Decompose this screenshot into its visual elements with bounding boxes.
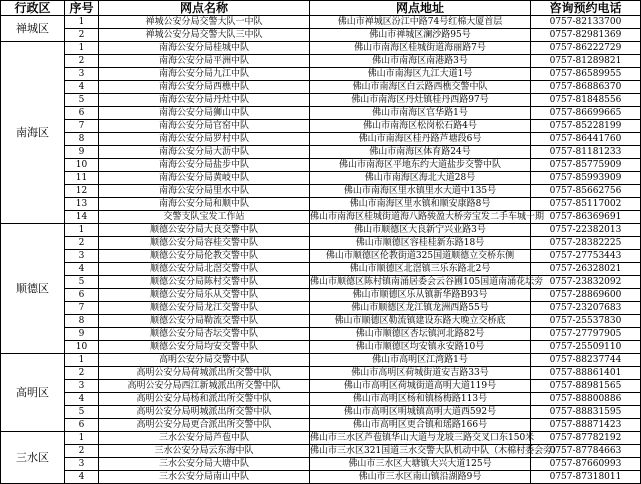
address-cell: 佛山市顺德区容桂桂新东路18号 — [310, 237, 531, 250]
table-row — [1, 393, 641, 406]
address-cell: 佛山市高明区荷城街道高明大道119号 — [310, 380, 531, 393]
index-cell: 2 — [65, 445, 99, 458]
name-cell: 南海公安分局九江中队 — [99, 68, 310, 81]
table-row — [1, 198, 641, 211]
table-row — [1, 367, 641, 380]
address-cell: 佛山市南海区九江大道1号 — [310, 68, 531, 81]
address-cell: 佛山市南海区白云路西樵交警中队 — [310, 81, 531, 94]
name-cell: 顺德公安分局均安交警中队 — [99, 341, 310, 354]
index-cell: 5 — [65, 406, 99, 419]
phone-cell: 0757-23832092 — [531, 276, 641, 289]
index-cell: 9 — [65, 146, 99, 159]
address-cell: 佛山市三水区芦苞镇华山大道与龙坡三路交叉口东150米 — [310, 433, 535, 443]
index-cell: 8 — [65, 315, 99, 328]
phone-cell: 0757-86222729 — [531, 42, 641, 55]
name-cell: 三水公安分局云东海中队 — [99, 445, 310, 458]
table-row — [1, 55, 641, 68]
table-row — [1, 380, 641, 393]
address-cell: 佛山市顺德区大良新宁兴业路3号 — [310, 224, 531, 237]
phone-cell: 0757-82133700 — [531, 16, 641, 29]
address-cell: 佛山市南海区官华路1号 — [310, 107, 531, 120]
table-row — [1, 276, 641, 289]
phone-cell: 0757-88981565 — [531, 380, 641, 393]
index-cell: 7 — [65, 302, 99, 315]
phone-cell: 0757-22382013 — [531, 224, 641, 237]
table-row — [1, 432, 641, 445]
phone-cell: 0757-82981369 — [531, 29, 641, 42]
table-row — [1, 445, 641, 458]
address-cell: 佛山市南海区丹灶镇桂丹西路97号 — [310, 94, 531, 107]
table-row — [1, 68, 641, 81]
header-address: 网点地址 — [310, 1, 531, 16]
table-row — [1, 237, 641, 250]
phone-cell: 0757-23207683 — [531, 302, 641, 315]
index-cell: 6 — [65, 289, 99, 302]
header-index: 序号 — [65, 1, 99, 16]
name-cell: 南海公安分局里水中队 — [99, 185, 310, 198]
address-cell: 佛山市南海区里水镇和顺安康路8号 — [310, 198, 531, 211]
phone-cell: 0757-81181233 — [531, 146, 641, 159]
name-cell: 南海公安分局官窑中队 — [99, 120, 310, 133]
index-cell: 4 — [65, 263, 99, 276]
address-cell: 佛山市南海区南港路3号 — [310, 55, 531, 68]
district-cell: 三水区 — [1, 432, 65, 484]
phone-cell: 0757-86886370 — [531, 81, 641, 94]
address-cell: 佛山市南海区体育路24号 — [310, 146, 531, 159]
table-row — [1, 250, 641, 263]
name-cell: 南海公安分局狮山中队 — [99, 107, 310, 120]
address-cell: 佛山市三水区南山镇沿湖路9号 — [310, 471, 531, 484]
name-cell: 三水公安分局芦苞中队 — [99, 432, 310, 445]
phone-cell: 0757-88871423 — [531, 419, 641, 432]
phone-cell: 0757-28869600 — [531, 289, 641, 302]
address-cell: 佛山市顺德区乐从镇新华路B93号 — [310, 289, 531, 302]
district-cell: 顺德区 — [1, 224, 65, 354]
address-cell: 佛山市高明区明城镇高明大道西592号 — [310, 406, 531, 419]
index-cell: 4 — [65, 471, 99, 484]
phone-cell: 0757-85993909 — [531, 172, 641, 185]
phone-cell: 0757-87784663 — [531, 445, 641, 458]
index-cell: 9 — [65, 328, 99, 341]
name-cell: 三水公安分局大塘中队 — [99, 458, 310, 471]
index-cell: 8 — [65, 133, 99, 146]
index-cell: 14 — [65, 211, 99, 224]
district-cell: 南海区 — [1, 42, 65, 224]
index-cell: 11 — [65, 172, 99, 185]
phone-cell: 0757-87660993 — [531, 458, 641, 471]
address-cell: 佛山市顺德区龙江镇龙洲西路55号 — [310, 302, 531, 315]
index-cell: 4 — [65, 81, 99, 94]
table-row — [1, 81, 641, 94]
address-cell: 佛山市三水区321国道三水交警大队机动中队（木棉村委会旁） — [310, 446, 562, 456]
header-row — [1, 1, 641, 16]
phone-cell: 0757-86369691 — [531, 211, 641, 224]
phone-cell: 0757-87318011 — [531, 471, 641, 484]
index-cell: 2 — [65, 367, 99, 380]
index-cell: 1 — [65, 432, 99, 445]
index-cell: 1 — [65, 16, 99, 29]
table-row — [1, 458, 641, 471]
table-row — [1, 120, 641, 133]
index-cell: 2 — [65, 237, 99, 250]
phone-cell: 0757-27753443 — [531, 250, 641, 263]
phone-cell: 0757-88861401 — [531, 367, 641, 380]
phone-cell: 0757-88800886 — [531, 393, 641, 406]
header-district: 行政区 — [1, 1, 65, 16]
address-cell: 佛山市高明区荷城街道安吉路33号 — [310, 367, 531, 380]
phone-cell: 0757-88831595 — [531, 406, 641, 419]
address-cell: 佛山市顺德区勒流镇建设东路大晚立交桥底 — [310, 315, 531, 328]
phone-cell: 0757-86589955 — [531, 68, 641, 81]
name-cell: 南海公安分局和顺中队 — [99, 198, 310, 211]
phone-cell: 0757-86441760 — [531, 133, 641, 146]
address-cell: 佛山市高明区江湾路1号 — [310, 354, 531, 367]
name-cell: 南海公安分局桂城中队 — [99, 42, 310, 55]
index-cell: 12 — [65, 185, 99, 198]
phone-cell: 0757-86699665 — [531, 107, 641, 120]
table-row — [1, 42, 641, 55]
table-row — [1, 341, 641, 354]
table-row — [1, 29, 641, 42]
name-cell: 顺德公安分局勒流交警中队 — [99, 315, 310, 328]
name-cell: 南海公安分局大沥中队 — [99, 146, 310, 159]
phone-cell: 0757-26328021 — [531, 263, 641, 276]
index-cell: 3 — [65, 68, 99, 81]
name-cell: 顺德公安分局容桂交警中队 — [99, 237, 310, 250]
name-cell: 南海公安分局丹灶中队 — [99, 94, 310, 107]
name-cell: 高明公安分局西江新城派出所交警中队 — [99, 380, 310, 393]
index-cell: 3 — [65, 250, 99, 263]
name-cell: 顺德公安分局大良交警中队 — [99, 224, 310, 237]
table-row — [1, 16, 641, 29]
table-row — [1, 406, 641, 419]
table-row — [1, 185, 641, 198]
address-cell: 佛山市顺德区陈村镇南涌居委会云谷圃105国道南涌花坛旁 — [310, 277, 544, 287]
index-cell: 3 — [65, 380, 99, 393]
name-cell: 南海公安分局黄岐中队 — [99, 172, 310, 185]
name-cell: 交警支队宝发工作站 — [99, 211, 310, 224]
name-cell: 顺德公安分局北滘交警中队 — [99, 263, 310, 276]
name-cell: 高明公安分局明城派出所交警中队 — [99, 406, 310, 419]
index-cell: 10 — [65, 341, 99, 354]
phone-cell: 0757-25537830 — [531, 315, 641, 328]
phone-cell: 0757-85117002 — [531, 198, 641, 211]
name-cell: 禅城公安分局交警大队一中队 — [99, 16, 310, 29]
phone-cell: 0757-85228199 — [531, 120, 641, 133]
index-cell: 5 — [65, 276, 99, 289]
address-cell: 佛山市南海区桂城街道海八路骏盈大桥旁宝发二手车城一期 — [310, 212, 545, 222]
index-cell: 6 — [65, 419, 99, 432]
table-body — [1, 16, 641, 484]
address-cell: 佛山市南海区海北大道28号 — [310, 172, 531, 185]
header-phone: 咨询预约电话 — [531, 1, 641, 16]
table-row — [1, 133, 641, 146]
table-row — [1, 289, 641, 302]
name-cell: 顺德公安分局杏坛交警中队 — [99, 328, 310, 341]
name-cell: 高明公安分局更合派出所交警中队 — [99, 419, 310, 432]
phone-cell: 0757-81848556 — [531, 94, 641, 107]
table-row — [1, 107, 641, 120]
index-cell: 7 — [65, 120, 99, 133]
name-cell: 高明公安分局交警中队 — [99, 354, 310, 367]
table-row — [1, 224, 641, 237]
table-row — [1, 354, 641, 367]
index-cell: 5 — [65, 94, 99, 107]
phone-cell: 0757-28382225 — [531, 237, 641, 250]
address-cell: 佛山市南海区松岗松石路4号 — [310, 120, 531, 133]
index-cell: 3 — [65, 458, 99, 471]
table-row — [1, 328, 641, 341]
name-cell: 顺德公安分局龙江交警中队 — [99, 302, 310, 315]
table-row — [1, 172, 641, 185]
table-row — [1, 159, 641, 172]
address-cell: 佛山市南海区平地东约大道盐步交警中队 — [310, 159, 531, 172]
name-cell: 南海公安分局盐步中队 — [99, 159, 310, 172]
name-cell: 高明公安分局杨和派出所交警中队 — [99, 393, 310, 406]
address-cell: 佛山市南海区里水镇里水大道中135号 — [310, 185, 531, 198]
phone-cell: 0757-81289821 — [531, 55, 641, 68]
name-cell: 三水公安分局南山中队 — [99, 471, 310, 484]
phone-cell: 0757-27797905 — [531, 328, 641, 341]
index-cell: 2 — [65, 29, 99, 42]
phone-cell: 0757-85662756 — [531, 185, 641, 198]
address-cell: 佛山市顺德区伦教街道325国道顺德立交桥东侧 — [310, 250, 531, 263]
index-cell: 2 — [65, 55, 99, 68]
phone-cell: 0757-87782192 — [531, 432, 641, 445]
address-cell: 佛山市禅城区澜沙路95号 — [310, 29, 531, 42]
table-row — [1, 315, 641, 328]
table-row — [1, 263, 641, 276]
index-cell: 1 — [65, 354, 99, 367]
table-row — [1, 471, 641, 484]
table-row — [1, 211, 641, 224]
phone-cell: 0757-88237744 — [531, 354, 641, 367]
index-cell: 6 — [65, 107, 99, 120]
district-cell: 禅城区 — [1, 16, 65, 42]
address-cell: 佛山市高明区更合镇和瑶路166号 — [310, 419, 531, 432]
index-cell: 13 — [65, 198, 99, 211]
address-cell: 佛山市禅城区汾江中路74号红棉大厦首层 — [310, 16, 531, 29]
table-row — [1, 146, 641, 159]
name-cell: 顺德公安分局陈村交警中队 — [99, 276, 310, 289]
address-cell: 佛山市南海区桂城街道海丽路7号 — [310, 42, 531, 55]
phone-cell: 0757-25509110 — [531, 341, 641, 354]
table-row — [1, 302, 641, 315]
address-cell: 佛山市顺德区均安镇永安路10号 — [310, 341, 531, 354]
name-cell: 南海公安分局西樵中队 — [99, 81, 310, 94]
index-cell: 1 — [65, 224, 99, 237]
index-cell: 10 — [65, 159, 99, 172]
name-cell: 南海公安分局罗村中队 — [99, 133, 310, 146]
phone-cell: 0757-85775909 — [531, 159, 641, 172]
name-cell: 顺德公安分局伦教交警中队 — [99, 250, 310, 263]
address-cell: 佛山市三水区大塘镇大兴大道125号 — [310, 458, 531, 471]
name-cell: 顺德公安分局乐从交警中队 — [99, 289, 310, 302]
name-cell: 高明公安分局荷城派出所交警中队 — [99, 367, 310, 380]
table-row — [1, 419, 641, 432]
address-cell: 佛山市南海区桂丹路芦塘段6号 — [310, 133, 531, 146]
index-cell: 4 — [65, 393, 99, 406]
table-row — [1, 94, 641, 107]
address-cell: 佛山市顺德区杏坛镇河北路82号 — [310, 328, 531, 341]
address-cell: 佛山市顺德区北滘镇三乐东路北2号 — [310, 263, 531, 276]
header-name: 网点名称 — [99, 1, 310, 16]
district-cell: 高明区 — [1, 354, 65, 432]
name-cell: 南海公安分局平洲中队 — [99, 55, 310, 68]
name-cell: 禅城公安分局交警大队三中队 — [99, 29, 310, 42]
index-cell: 1 — [65, 42, 99, 55]
address-cell: 佛山市高明区杨和镇杨梅路113号 — [310, 393, 531, 406]
